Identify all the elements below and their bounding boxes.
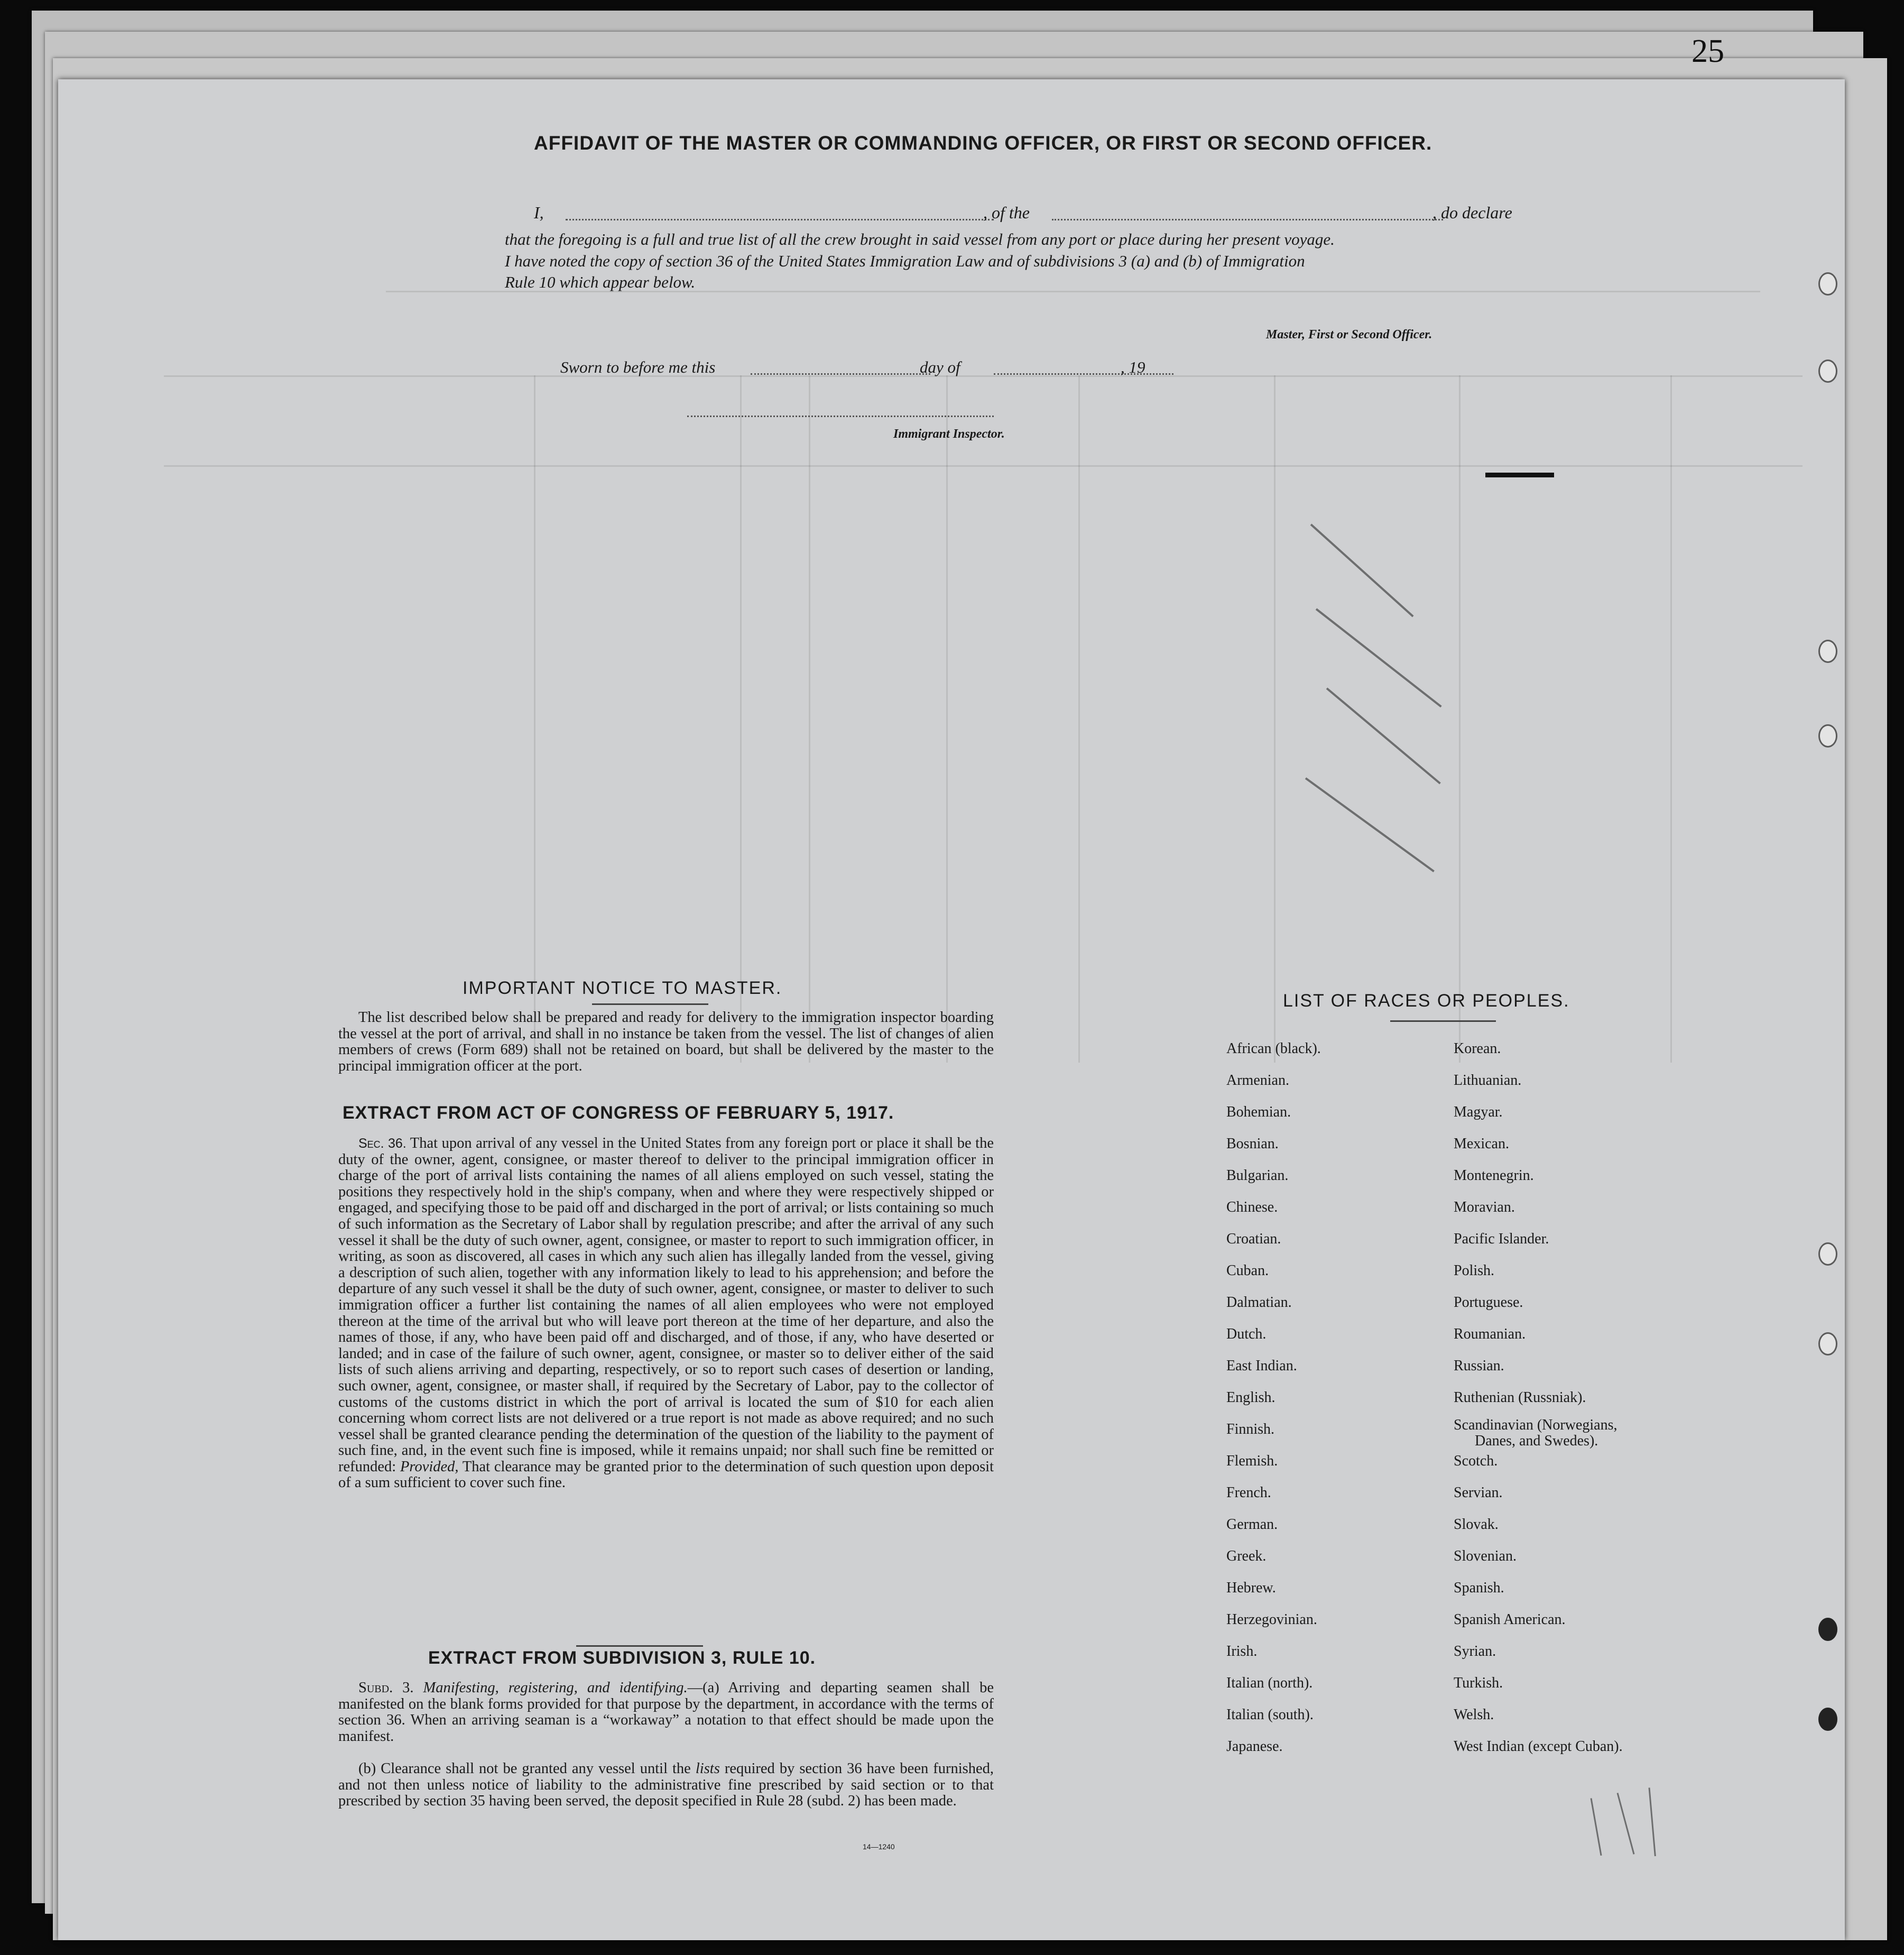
- race-item: Dutch.: [1226, 1326, 1267, 1342]
- subd-heading: Manifesting, registering, and identifying.: [423, 1680, 688, 1696]
- affidavit-line-3: I have noted the copy of section 36 of the United States Immigration Law and of subdivisions 3 (a) and (b) of Immigration: [505, 252, 1305, 270]
- race-item: Turkish.: [1454, 1675, 1503, 1691]
- sworn-month-blank[interactable]: [994, 373, 1173, 375]
- race-item: Italian (north).: [1226, 1675, 1313, 1691]
- notice-body: The list described below shall be prepared and ready for delivery to the immigration inspector boarding the vessel at the port of arrival, and shall in no instance be taken from the vessel. The list of changes of alien members of crews (Form 689) shall not be retained on board, but shall be delivered by the master to the principal immigration officer at the port.: [338, 1009, 994, 1074]
- affidavit-do-declare: , do declare: [1432, 203, 1512, 222]
- races-title: LIST OF RACES OR PEOPLES.: [1283, 991, 1570, 1011]
- form-number: 14—1240: [863, 1842, 895, 1851]
- race-item: Bulgarian.: [1226, 1167, 1289, 1184]
- race-item: Slovak.: [1454, 1516, 1499, 1533]
- subd-a-text: —(a) Arriving and departing seamen shall be manifested on the blank forms provided for that purpose by the department, in accordance with the terms of section 36. When an arriving seaman is a “workaway” a notation to that effect should be made upon the manifest.: [338, 1680, 994, 1745]
- notice-title-rule: [592, 1003, 708, 1005]
- race-item: Croatian.: [1226, 1231, 1281, 1247]
- race-item: Pacific Islander.: [1454, 1231, 1549, 1247]
- section-label: Sec. 36.: [358, 1136, 406, 1151]
- race-item: Magyar.: [1454, 1104, 1503, 1120]
- race-item: Servian.: [1454, 1484, 1503, 1501]
- race-item: Finnish.: [1226, 1421, 1275, 1437]
- race-item: Spanish.: [1454, 1580, 1504, 1596]
- race-item: English.: [1226, 1389, 1276, 1406]
- affidavit-line-4: Rule 10 which appear below.: [505, 273, 696, 291]
- sworn-label: Sworn to before me this: [560, 358, 716, 376]
- race-item: Ruthenian (Russniak).: [1454, 1389, 1586, 1406]
- rule-extract-rule: [576, 1645, 703, 1647]
- rule-extract-para-b: [338, 1761, 994, 1810]
- affidavit-of-the: , of the: [983, 203, 1030, 222]
- race-item: German.: [1226, 1516, 1278, 1533]
- bleed-through-rule: [164, 465, 1803, 467]
- race-item: Flemish.: [1226, 1453, 1278, 1469]
- subd-b-text: required by section 36 have been furnished, and not then unless notice of liability to the administrative fine prescribed by said section or to that prescribed by section 35 having been served, the deposit specified in Rule 28 (subd. 2) has been made.: [338, 1760, 994, 1810]
- pencil-mark: [1617, 1793, 1635, 1855]
- pencil-strike: [1305, 777, 1435, 872]
- race-item: Mexican.: [1454, 1136, 1509, 1152]
- race-item: Roumanian.: [1454, 1326, 1526, 1342]
- race-item: Cuban.: [1226, 1262, 1269, 1279]
- proviso-text: That clearance may be granted prior to the determination of such question upon deposit of a sum sufficient to cover such fine.: [338, 1458, 994, 1491]
- race-item: French.: [1226, 1484, 1271, 1501]
- races-title-rule: [1390, 1020, 1496, 1022]
- bleed-through-rule: [164, 375, 1803, 377]
- bleed-through-column: [1670, 375, 1672, 1063]
- year-prefix: , 19: [1121, 358, 1145, 376]
- bleed-through-column: [946, 375, 948, 1063]
- punch-hole: [1818, 724, 1837, 748]
- punch-hole: [1818, 1618, 1837, 1641]
- race-item: Chinese.: [1226, 1199, 1278, 1215]
- rule-extract-title: EXTRACT FROM SUBDIVISION 3, RULE 10.: [428, 1648, 816, 1668]
- race-item: Danes, and Swedes).: [1475, 1433, 1598, 1449]
- subd-b-prefix: (b) Clearance shall not be granted any vessel until the: [358, 1760, 691, 1777]
- punch-hole: [1818, 359, 1837, 383]
- punch-hole: [1818, 1708, 1837, 1731]
- race-item: Scotch.: [1454, 1453, 1498, 1469]
- manifest-page: [58, 79, 1845, 1940]
- bleed-through-column: [1459, 375, 1461, 1063]
- pencil-mark: [1649, 1787, 1656, 1856]
- race-item: Herzegovinian.: [1226, 1611, 1317, 1628]
- corner-mark: 25: [1692, 33, 1724, 69]
- day-of-label: day of: [920, 358, 960, 376]
- pencil-strike: [1316, 608, 1442, 707]
- declarant-name-blank[interactable]: [566, 219, 994, 220]
- affidavit-title: AFFIDAVIT OF THE MASTER OR COMMANDING OFFICER, OR FIRST OR SECOND OFFICER.: [534, 132, 1432, 154]
- race-item: Dalmatian.: [1226, 1294, 1292, 1311]
- race-item: Polish.: [1454, 1262, 1495, 1279]
- pencil-strike: [1310, 524, 1414, 617]
- subd-label: Subd. 3.: [358, 1680, 414, 1696]
- affidavit-i-label: I,: [534, 203, 544, 222]
- act-extract-body: [338, 1136, 994, 1491]
- race-item: Lithuanian.: [1454, 1072, 1522, 1089]
- race-item: Slovenian.: [1454, 1548, 1517, 1564]
- bleed-through-column: [1078, 375, 1080, 1063]
- sworn-day-blank[interactable]: [751, 373, 930, 375]
- race-item: East Indian.: [1226, 1358, 1297, 1374]
- race-item: Spanish American.: [1454, 1611, 1566, 1628]
- race-item: Montenegrin.: [1454, 1167, 1534, 1184]
- bleed-through-column: [534, 375, 535, 1063]
- punch-hole: [1818, 1242, 1837, 1266]
- race-item: West Indian (except Cuban).: [1454, 1738, 1623, 1755]
- rule-extract-para-a: [338, 1680, 994, 1745]
- notice-title: IMPORTANT NOTICE TO MASTER.: [463, 978, 782, 998]
- master-signature-label: Master, First or Second Officer.: [1266, 328, 1432, 342]
- race-item: Hebrew.: [1226, 1580, 1276, 1596]
- race-item: Armenian.: [1226, 1072, 1289, 1089]
- proviso-word: Provided,: [400, 1458, 459, 1475]
- act-extract-title: EXTRACT FROM ACT OF CONGRESS OF FEBRUARY 5, 1917.: [343, 1103, 894, 1123]
- race-item: Italian (south).: [1226, 1707, 1314, 1723]
- bleed-through-column: [809, 375, 810, 1063]
- race-item: Scandinavian (Norwegians,: [1454, 1417, 1618, 1433]
- race-item: Japanese.: [1226, 1738, 1283, 1755]
- race-item: Welsh.: [1454, 1707, 1494, 1723]
- inspector-signature-blank[interactable]: [687, 416, 994, 417]
- inspector-label: Immigrant Inspector.: [893, 427, 1005, 441]
- punch-hole: [1818, 272, 1837, 296]
- punch-hole: [1818, 1332, 1837, 1355]
- affidavit-line-2: that the foregoing is a full and true list of all the crew brought in said vessel from any port or place during her present voyage.: [505, 230, 1335, 248]
- pencil-mark: [1591, 1798, 1602, 1856]
- subd-b-lists: lists: [695, 1760, 720, 1777]
- race-item: Moravian.: [1454, 1199, 1515, 1215]
- race-item: Bosnian.: [1226, 1136, 1279, 1152]
- punch-hole: [1818, 640, 1837, 663]
- vessel-name-blank[interactable]: [1052, 219, 1443, 220]
- bleed-through-column: [740, 375, 742, 1063]
- race-item: Russian.: [1454, 1358, 1504, 1374]
- race-item: Korean.: [1454, 1040, 1501, 1057]
- race-item: Portuguese.: [1454, 1294, 1523, 1311]
- race-item: Irish.: [1226, 1643, 1258, 1659]
- ink-mark: [1485, 473, 1554, 477]
- race-item: Syrian.: [1454, 1643, 1496, 1659]
- race-item: African (black).: [1226, 1040, 1321, 1057]
- bleed-through-column: [1274, 375, 1276, 1063]
- race-item: Greek.: [1226, 1548, 1267, 1564]
- pencil-strike: [1326, 687, 1441, 784]
- section-36-text: That upon arrival of any vessel in the United States from any foreign port or place it shall be the duty of the owner, agent, consignee, or master thereof to deliver to the principal immigration officer in charge of the port of arrival lists containing the names of all aliens employed on such vessel, stating the positions they respectively hold in the ship's company, when and where they were respectively shipped or engaged, and specifying those to be paid off and discharged in the port of arrival; or lists containing so much of such information as the Secretary of Labor shall by regulation prescribe; and after the arrival of any such vessel it shall be the duty of such owner, agent, consignee, or master to report to such immigration officer, in writing, as soon as discovered, all cases in which any such alien has illegally landed from the vessel, giving a description of such alien, together with any information likely to lead to his apprehension; and before the departure of any such vessel it shall be the duty of such owner, agent, consignee, or master to deliver to such immigration officer a further list containing the names of all alien employees who were not employed thereon at the time of the arrival but who will leave port thereon at the time of her departure, and also the names of those, if any, who have been paid off and discharged, and of those, if any, who have deserted or landed; and in case of the failure of such owner, agent, consignee, or master so to deliver either of the said lists of such aliens arriving and departing, respectively, or so to report such cases of desertion or landing, such owner, agent, consignee, or master shall, if required by the Secretary of Labor, pay to the collector of customs of the customs district in which the port of arrival is located the sum of $10 for each alien concerning whom correct lists are not delivered or a true report is not made as above required; and no such vessel shall be granted clearance pending the determination of the question of the liability to the payment of such fine, and, in the event such fine is imposed, while it remains unpaid; nor shall such fine be remitted or refunded:: [338, 1135, 994, 1475]
- race-item: Bohemian.: [1226, 1104, 1291, 1120]
